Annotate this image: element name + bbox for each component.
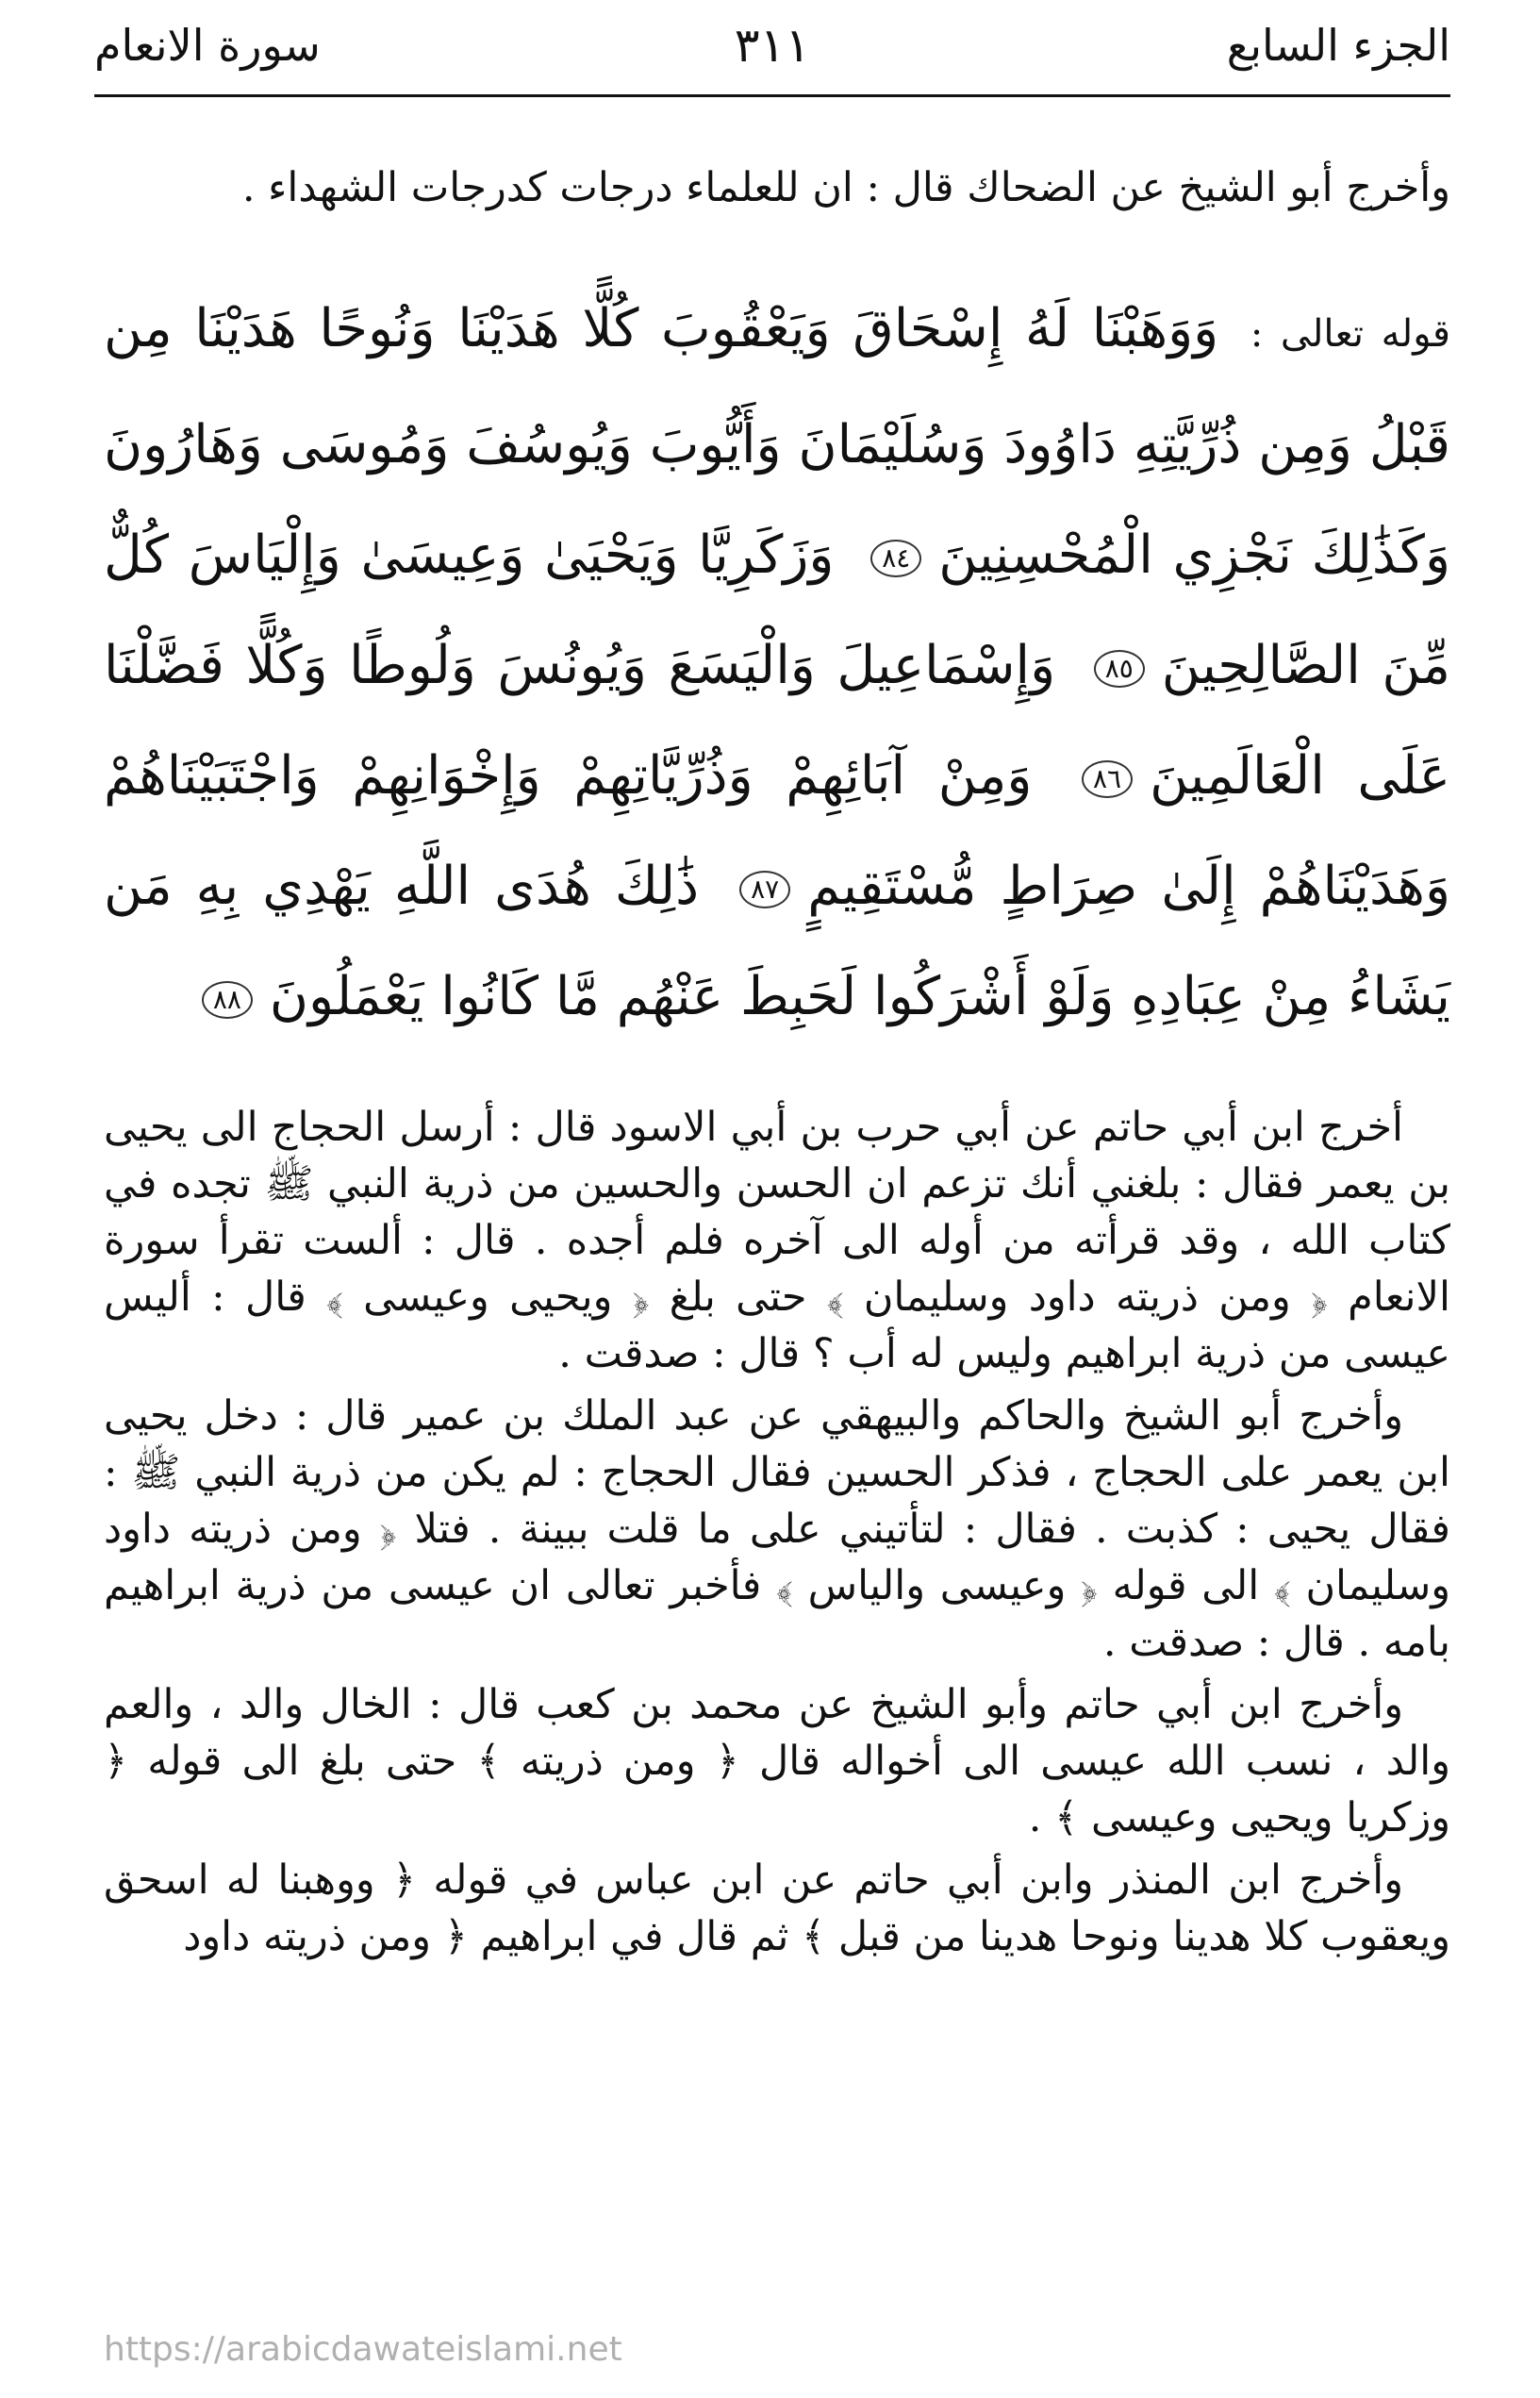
intro-paragraph: وأخرج أبو الشيخ عن الضحاك قال : ان للعلماء درجات كدرجات الشهداء . [241,164,1450,211]
verse-87: وَمِنْ آبَائِهِمْ وَذُرِّيَّاتِهِمْ وَإِخْوَانِهِمْ وَاجْتَبَيْنَاهُمْ وَهَدَيْنَاهُمْ إِلَىٰ صِرَاطٍ مُّسْتَقِيمٍ [104,745,1450,917]
ayah-mark-86: ٨٦ [1082,760,1133,798]
verse-84: وَوَهَبْنَا لَهُ إِسْحَاقَ وَيَعْقُوبَ كُلًّا هَدَيْنَا وَنُوحًا هَدَيْنَا مِن قَبْلُ وَمِن ذُرِّيَّتِهِ دَاوُودَ وَسُلَيْمَانَ وَأَيُّوبَ وَيُوسُفَ وَمُوسَى وَهَارُونَ وَكَذَٰلِكَ نَجْزِي الْمُحْسِنِينَ [104,298,1451,586]
ayah-mark-88: ٨٨ [202,981,253,1019]
commentary-paragraph-1: أخرج ابن أبي حاتم عن أبي حرب بن أبي الاسود قال : أرسل الحجاج الى يحيى بن يعمر فقال : بلغني أنك تزعم ان الحسن والحسين من ذرية النبي ﷺ تجده في كتاب الله ، وقد قرأته من أوله الى آخره فلم أجده . قال : ألست تقرأ سورة الانعام ﴿ ومن ذريته داود وسليمان ﴾ حتى بلغ ﴿ ويحيى وعيسى ﴾ قال : أليس عيسى من ذرية ابراهيم وليس له أب ؟ قال : صدقت . [104,1104,1450,1377]
ayah-mark-84: ٨٤ [870,540,921,577]
header-surah-label: سورة الانعام [94,20,321,71]
quran-passage [104,274,1450,1052]
verse-88: ذَٰلِكَ هُدَى اللَّهِ يَهْدِي بِهِ مَن يَشَاءُ مِنْ عِبَادِهِ وَلَوْ أَشْرَكُوا لَحَبِطَ عَنْهُم مَّا كَانُوا يَعْمَلُونَ [104,856,1450,1027]
header-part-label: الجزء السابع [1226,20,1450,71]
verse-85: وَزَكَرِيَّا وَيَحْيَىٰ وَعِيسَىٰ وَإِلْيَاسَ كُلٌّ مِّنَ الصَّالِحِينَ [104,525,1450,696]
ayah-mark-87: ٨٧ [739,871,790,908]
commentary-paragraph-2: وأخرج أبو الشيخ والحاكم والبيهقي عن عبد الملك بن عمير قال : دخل يحيى ابن يعمر على الحجاج ، فذكر الحسين فقال الحجاج : لم يكن من ذرية النبي ﷺ : فقال يحيى : كذبت . فقال : لتأتيني على ما قلت ببينة . فتلا ﴿ ومن ذريته داود وسليمان ﴾ الى قوله ﴿ وعيسى والياس ﴾ فأخبر تعالى ان عيسى من ذرية ابراهيم بامه . قال : صدقت . [104,1392,1450,1666]
commentary [104,1099,1450,1971]
ayah-mark-85: ٨٥ [1094,650,1145,688]
header-divider [94,94,1450,97]
commentary-paragraph-3: وأخرج ابن أبي حاتم وأبو الشيخ عن محمد بن كعب قال : الخال والد ، والعم والد ، نسب الله عيسى الى أخواله قال ﴿ ومن ذريته ﴾ حتى بلغ الى قوله ﴿ وزكريا ويحيى وعيسى ﴾ . [104,1681,1450,1841]
page-number: ٣١١ [734,18,811,73]
commentary-paragraph-4: وأخرج ابن المنذر وابن أبي حاتم عن ابن عباس في قوله ﴿ ووهبنا له اسحق ويعقوب كلا هدينا ونوحا هدينا من قبل ﴾ ثم قال في ابراهيم ﴿ ومن ذريته داود [104,1857,1450,1960]
verse-86: وَإِسْمَاعِيلَ وَالْيَسَعَ وَيُونُسَ وَلُوطًا وَكُلًّا فَضَّلْنَا عَلَى الْعَالَمِينَ [104,635,1450,807]
quran-lead: قوله تعالى : [1250,312,1450,356]
watermark-url: https://arabicdawateislami.net [104,2330,622,2369]
running-header [94,8,1450,83]
